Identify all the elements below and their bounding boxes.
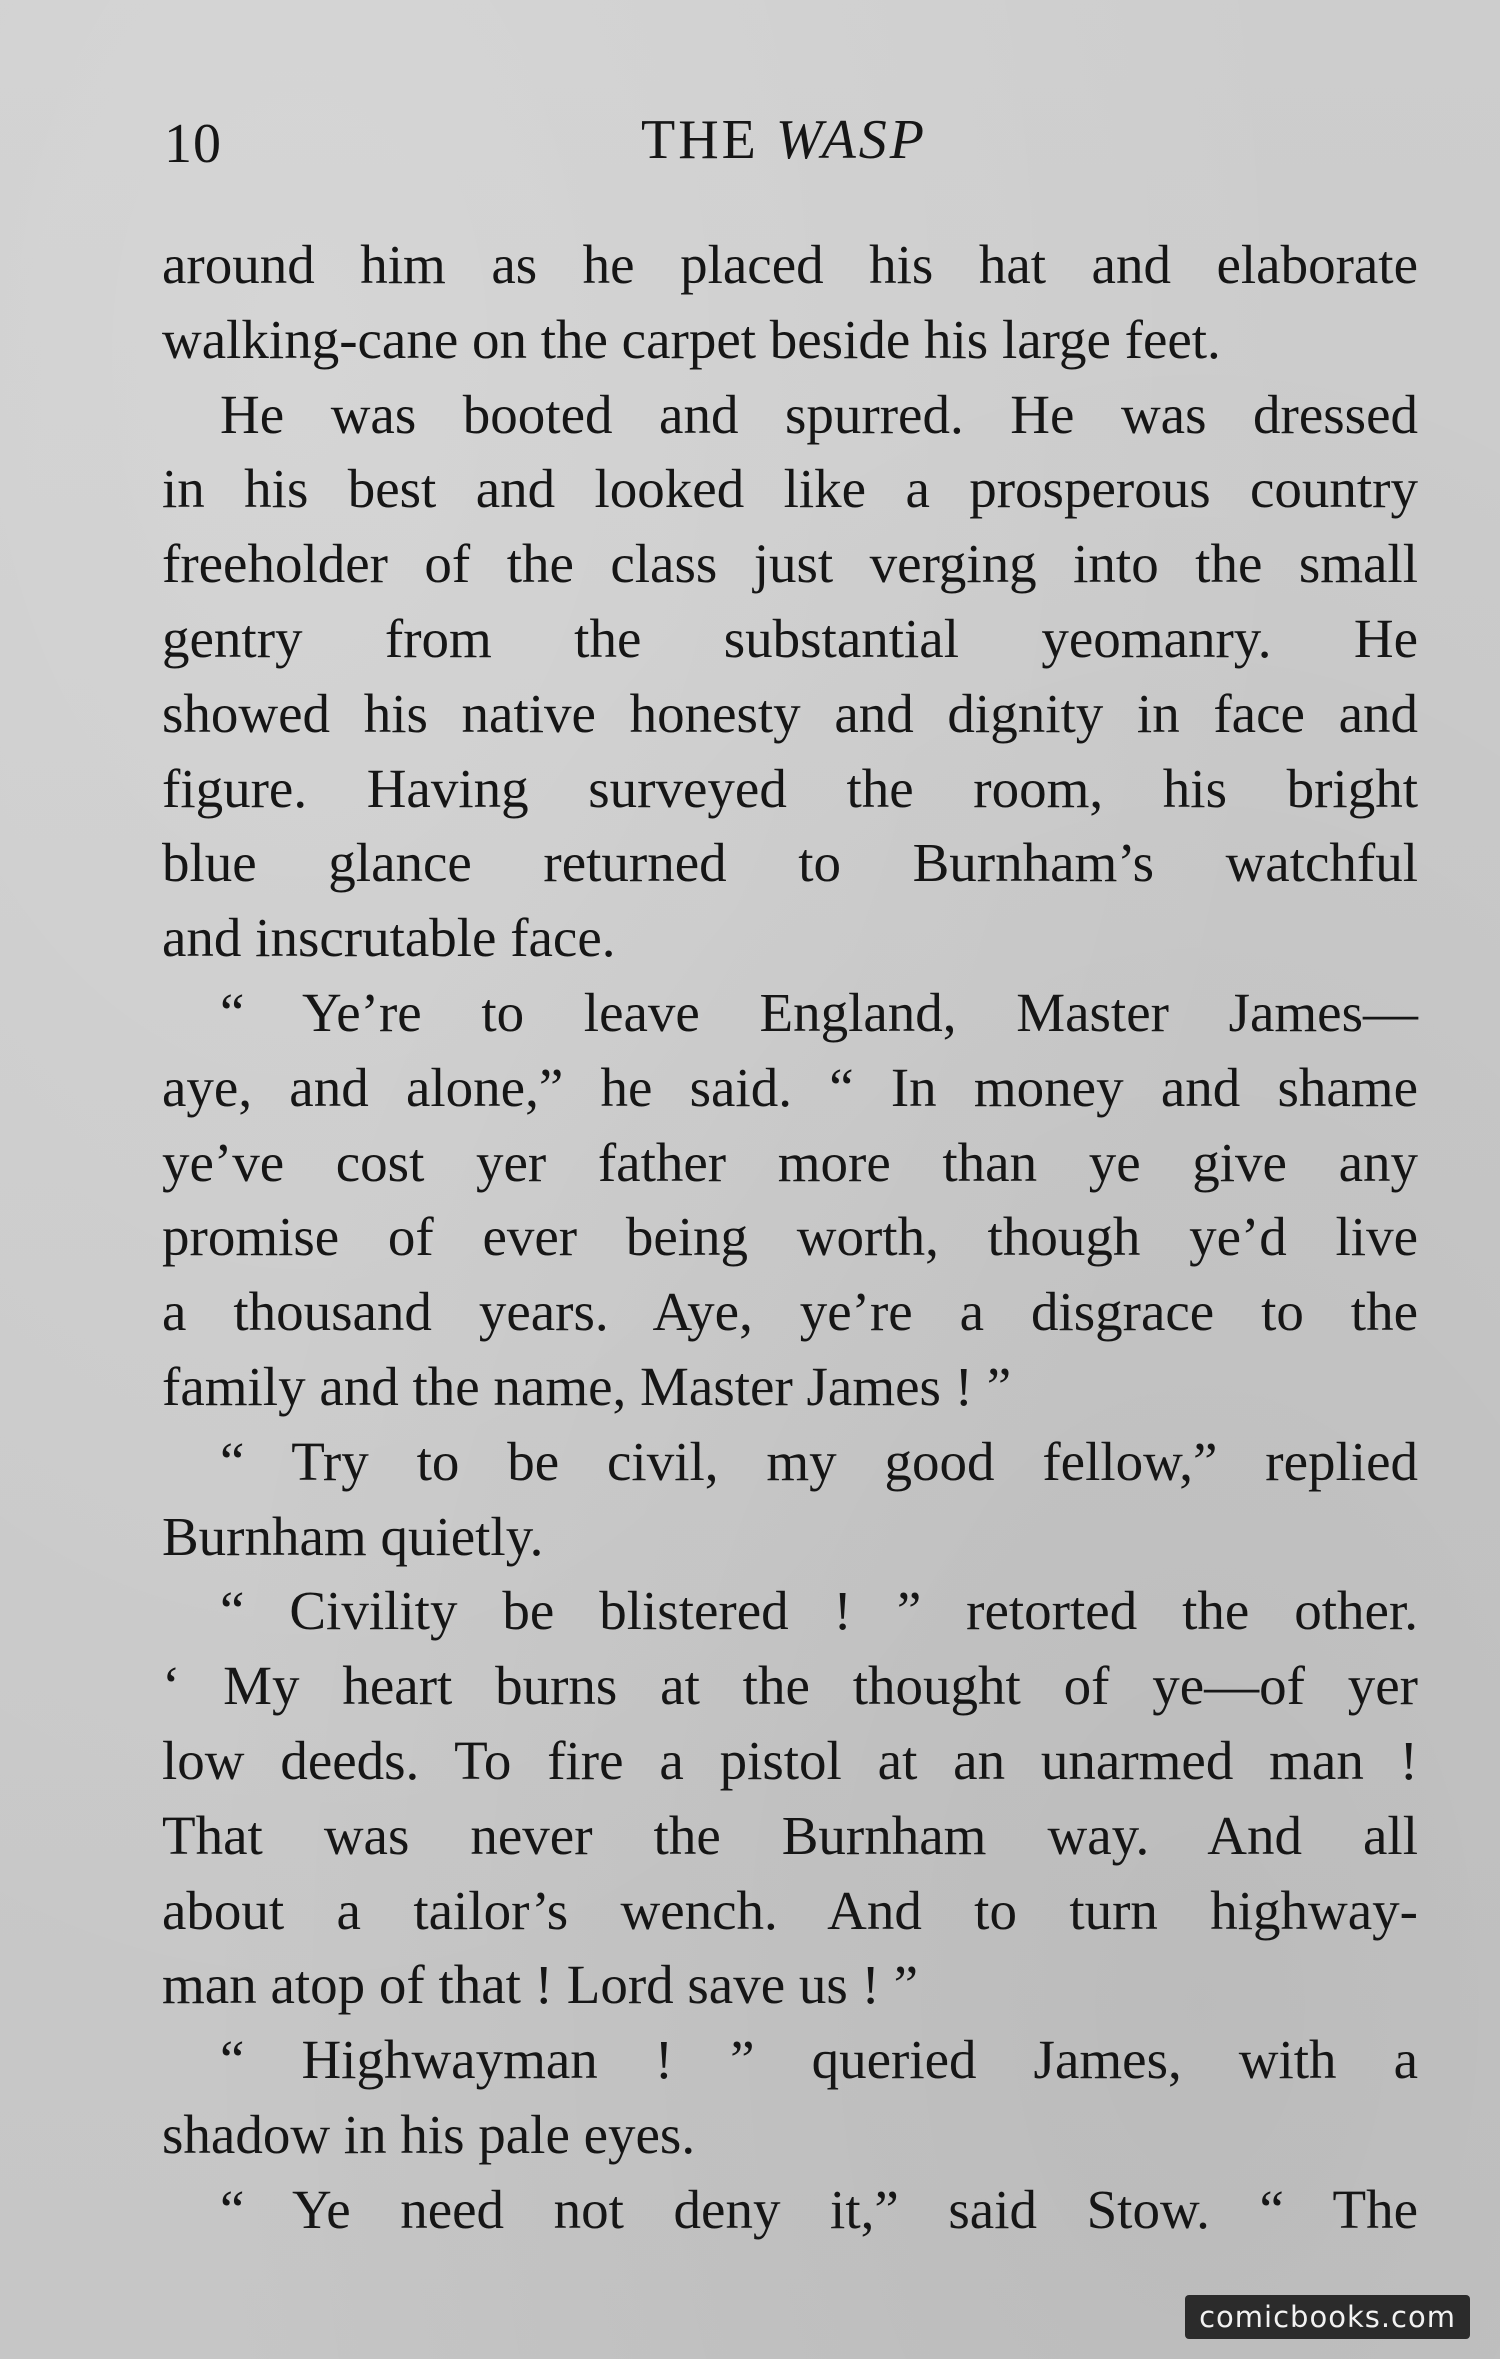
watermark: comicbooks.com — [1185, 2295, 1470, 2339]
text-line: blue glance returned to Burnham’s watchful — [162, 832, 1418, 894]
text-line: and inscrutable face. — [162, 907, 616, 969]
text-line: low deeds. To fire a pistol at an unarmed man ! — [162, 1729, 1418, 1791]
text-line: freeholder of the class just verging into the small — [162, 533, 1418, 595]
text-line: “ Ye need not deny it,” said Stow. “ The — [220, 2178, 1418, 2240]
text-line: “ Civility be blistered ! ” retorted the other. — [220, 1580, 1418, 1642]
text-line: “ Try to be civil, my good fellow,” replied — [220, 1430, 1418, 1492]
text-line: shadow in his pale eyes. — [162, 2103, 696, 2165]
running-head-prefix: THE — [640, 109, 759, 171]
text-line: He was booted and spurred. He was dressed — [220, 383, 1418, 445]
text-line: a thousand years. Aye, ye’re a disgrace to the — [162, 1281, 1418, 1343]
text-line: in his best and looked like a prosperous country — [162, 458, 1418, 520]
page-number: 10 — [164, 113, 222, 175]
text-line: promise of ever being worth, though ye’d live — [162, 1206, 1418, 1268]
text-line: aye, and alone,” he said. “ In money and shame — [162, 1056, 1418, 1118]
text-line: man atop of that ! Lord save us ! ” — [162, 1954, 919, 2016]
text-line: around him as he placed his hat and elaborate — [162, 234, 1418, 295]
text-line: Burnham quietly. — [162, 1505, 544, 1567]
text-line: figure. Having surveyed the room, his bright — [162, 757, 1418, 819]
text-line: gentry from the substantial yeomanry. He — [162, 607, 1418, 669]
text-line: ye’ve cost yer father more than ye give any — [162, 1131, 1418, 1193]
text-line: “ Ye’re to leave England, Master James— — [220, 981, 1418, 1043]
text-line: That was never the Burnham way. And all — [162, 1804, 1418, 1866]
text-line: family and the name, Master James ! ” — [162, 1355, 1012, 1417]
text-line: about a tailor’s wench. And to turn highway- — [162, 1879, 1418, 1941]
text-line: showed his native honesty and dignity in face and — [162, 682, 1418, 744]
body-text — [162, 228, 1418, 2248]
text-line: ‘ My heart burns at the thought of ye—of yer — [162, 1655, 1418, 1717]
text-line: “ Highwayman ! ” queried James, with a — [220, 2029, 1418, 2091]
running-head-title: WASP — [775, 109, 927, 171]
text-line: walking-cane on the carpet beside his large feet. — [162, 308, 1221, 370]
running-head — [0, 108, 1500, 172]
